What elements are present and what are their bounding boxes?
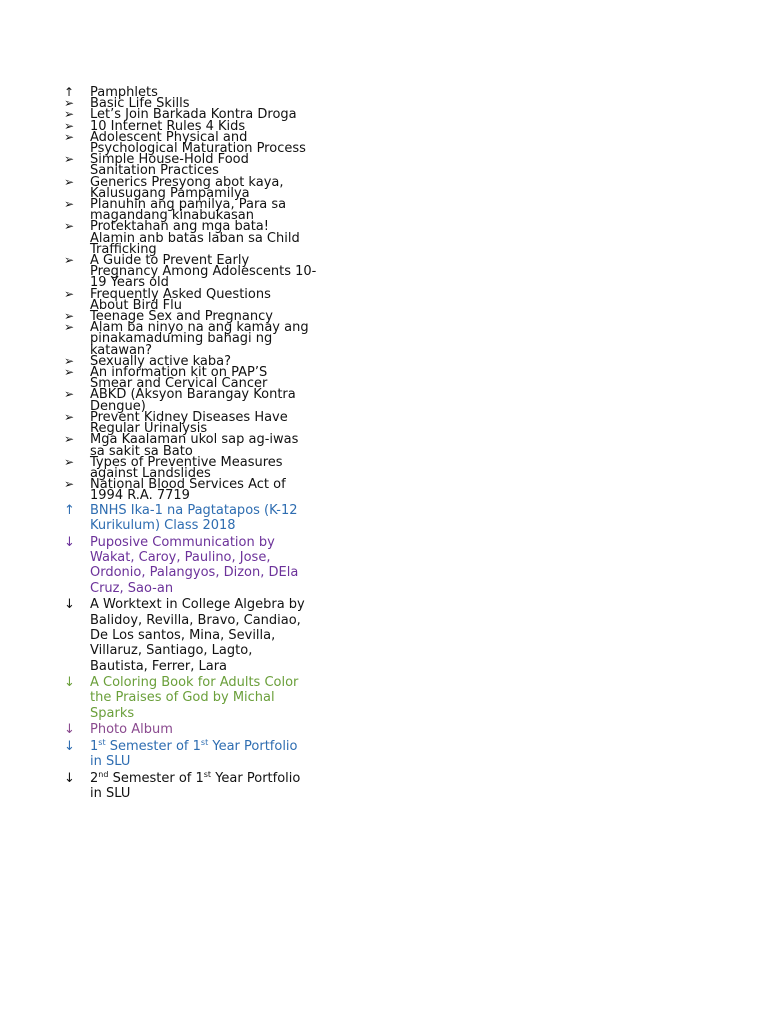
down-arrow-icon: ↓ <box>64 722 75 738</box>
list-item <box>64 432 374 459</box>
bullet-arrow-icon: ➢ <box>64 320 75 335</box>
text-part: Year Portfolio in SLU <box>90 770 301 802</box>
text-part: Year Portfolio in SLU <box>90 738 298 770</box>
list-item <box>64 722 364 737</box>
bullet-arrow-icon: ➢ <box>64 219 75 234</box>
list-item <box>64 387 374 414</box>
list-item <box>64 477 374 504</box>
text-part: 2 <box>90 770 99 786</box>
list-item-text: A Coloring Book for Adults Color the Praises of God by Michal Sparks <box>90 675 299 721</box>
list-item <box>64 221 374 255</box>
bullet-arrow-icon: ➢ <box>64 365 75 380</box>
section-heading: Pamphlets <box>90 85 158 100</box>
list-item-text: Let’s Join Barkada Kontra Droga <box>90 107 297 123</box>
ordinal-suffix: st <box>98 737 106 747</box>
down-arrow-icon: ↓ <box>64 675 75 691</box>
list-item-text: Basic Life Skills <box>90 96 190 112</box>
list-item-text: BNHS Ika-1 na Pagtatapos (K-12 Kurikulum) Class 2018 <box>90 503 298 534</box>
list-item-text: Teenage Sex and Pregnancy <box>90 309 273 325</box>
list-item <box>64 322 374 356</box>
list-item-text: An information kit on PAP’S Smear and Cervical Cancer <box>90 365 268 392</box>
up-arrow-icon: ↑ <box>64 85 75 99</box>
publications-list <box>64 503 364 803</box>
text-part: 1 <box>90 738 99 754</box>
list-item-text: Generics Presyong abot kaya, Kalusugang Pampamilya <box>90 174 284 201</box>
list-item-text: Sexually active kaba? <box>90 353 232 369</box>
list-item-text: Adolescent Physical and Psychological Maturation Process <box>90 129 306 157</box>
bullet-arrow-icon: ➢ <box>64 477 75 492</box>
list-item <box>64 365 374 392</box>
bullet-arrow-icon: ➢ <box>64 432 75 447</box>
bullet-arrow-icon: ➢ <box>64 409 75 424</box>
bullet-arrow-icon: ➢ <box>64 118 75 133</box>
bullet-arrow-icon: ➢ <box>64 387 75 402</box>
list-item <box>64 286 374 313</box>
list-item <box>64 255 374 289</box>
text-part: Semester of 1 <box>105 738 201 754</box>
bullet-arrow-icon: ➢ <box>64 129 75 144</box>
bullet-arrow-icon: ➢ <box>64 96 75 111</box>
pamphlets-list <box>64 87 374 502</box>
list-item-text: Prevent Kidney Diseases Have Regular Urinalysis <box>90 409 288 437</box>
list-item-text: A Guide to Prevent Early Pregnancy Among Adolescents 10- 19 Years old <box>90 253 317 291</box>
list-item <box>64 454 374 481</box>
down-arrow-icon: ↓ <box>64 770 75 786</box>
list-item <box>64 152 374 179</box>
list-item <box>64 675 364 721</box>
list-item-text: Protektahan ang mga bata! Alamin anb batas laban sa Child Trafficking <box>90 219 300 257</box>
down-arrow-icon: ↓ <box>64 534 75 550</box>
bullet-arrow-icon: ➢ <box>64 353 75 368</box>
list-item <box>64 597 364 673</box>
list-item <box>64 197 374 224</box>
list-item <box>64 129 374 157</box>
list-item <box>64 409 374 437</box>
list-item <box>64 771 364 802</box>
bullet-arrow-icon: ➢ <box>64 253 75 268</box>
list-item-text: Photo Album <box>90 722 173 738</box>
up-arrow-icon: ↑ <box>64 503 75 518</box>
list-item-text: Planuhin ang pamilya, Para sa magandang kinabukasan <box>90 197 287 224</box>
list-item-text: 10 Internet Rules 4 Kids <box>90 118 246 134</box>
list-item-text: ABKD (Aksyon Barangay Kontra Dengue) <box>90 387 296 414</box>
list-item-text: Puposive Communication by Wakat, Caroy, Paulino, Jose, Ordonio, Palangyos, Dizon, DEla Cruz, Sao-an <box>90 534 299 596</box>
list-item <box>64 503 364 534</box>
list-item-text: Types of Preventive Measures against Landslides <box>90 454 283 481</box>
bullet-arrow-icon: ➢ <box>64 197 75 212</box>
bullet-arrow-icon: ➢ <box>64 309 75 324</box>
list-item-text: National Blood Services Act of 1994 R.A. 7719 <box>90 477 286 504</box>
bullet-arrow-icon: ➢ <box>64 174 75 189</box>
list-item-text: Simple House-Hold Food Sanitation Practices <box>90 152 249 179</box>
ordinal-suffix: st <box>203 769 212 779</box>
ordinal-suffix: nd <box>98 769 109 779</box>
list-item <box>64 739 364 770</box>
ordinal-suffix: st <box>200 737 209 747</box>
list-item-text <box>90 771 364 802</box>
list-item-text <box>90 739 364 770</box>
list-item-text: A Worktext in College Algebra by Balidoy, Revilla, Bravo, Candiao, De Los santos, Mina, Sevilla, Villaruz, Santiago, Lagto, Bautista, Ferrer, Lara <box>90 597 305 674</box>
text-part: Semester of 1 <box>108 770 204 786</box>
down-arrow-icon: ↓ <box>64 597 75 613</box>
list-item <box>64 535 364 596</box>
bullet-arrow-icon: ➢ <box>64 152 75 167</box>
bullet-arrow-icon: ➢ <box>64 454 75 469</box>
list-item-text: Alam ba ninyo na ang kamay ang pinakamaduming bahagi ng katawan? <box>90 320 309 358</box>
list-item-text: Mga Kaalaman ukol sap ag-iwas sa sakit sa Bato <box>90 432 299 459</box>
down-arrow-icon: ↓ <box>64 738 75 754</box>
list-item-text: Frequently Asked Questions About Bird Flu <box>90 286 271 313</box>
list-item <box>64 174 374 201</box>
bullet-arrow-icon: ➢ <box>64 286 75 301</box>
bullet-arrow-icon: ➢ <box>64 107 75 122</box>
